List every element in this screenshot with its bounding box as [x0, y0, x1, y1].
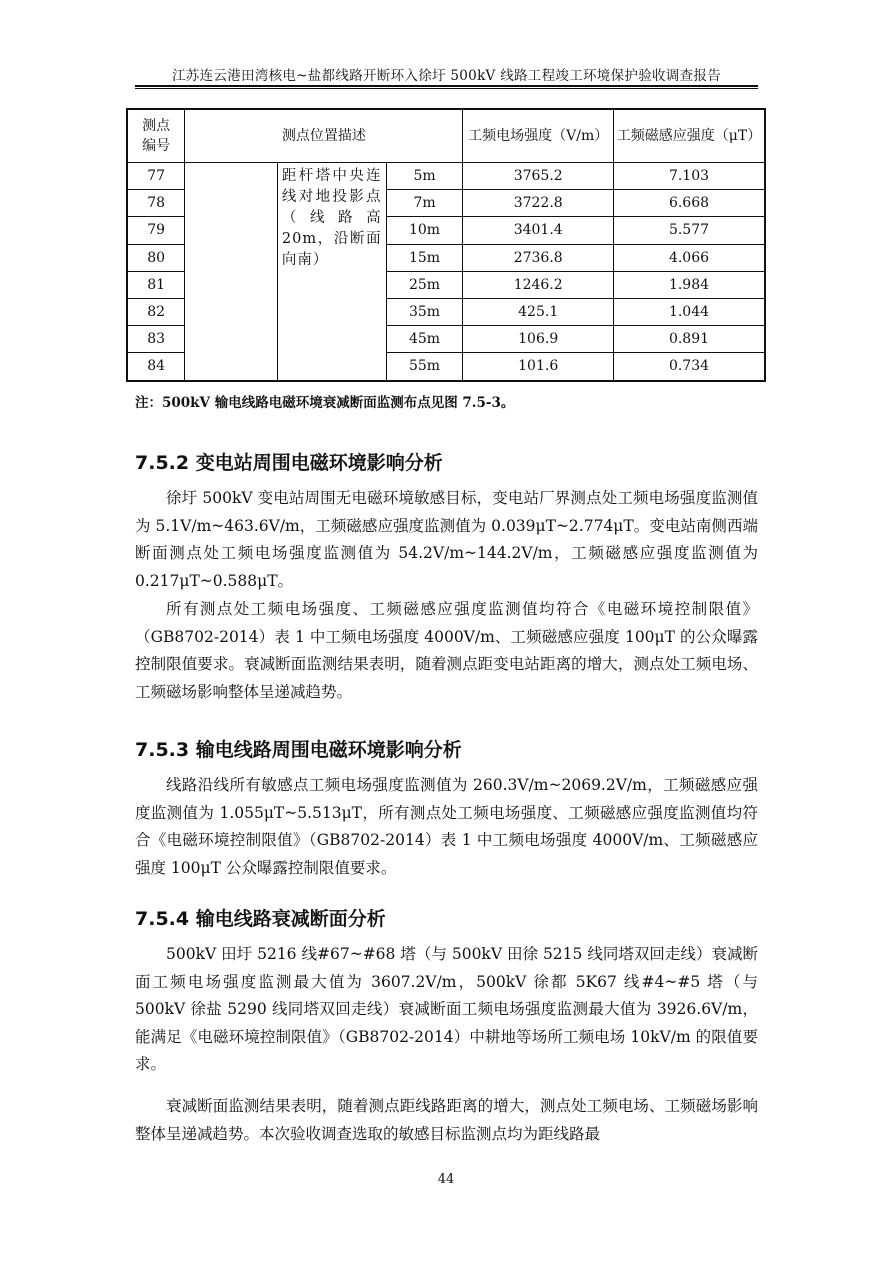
cell-e-field: 3401.4 [463, 217, 614, 244]
table-note: 注：500kV 输电线路电磁环境衰减断面监测布点见图 7.5-3。 [135, 395, 515, 411]
cell-b-field: 0.891 [613, 326, 765, 353]
paragraph: 所有测点处工频电场强度、工频磁感应强度监测值均符合《电磁环境控制限值》（GB8702-2014）表 1 中工频电场强度 4000V/m、工频磁感应强度 100μT 的公众曝露控制限值要求。衰减断面监测结果表明，随着测点距变电站距离的增大，测点处工频电场、工频磁场影响整体呈递减趋势。 [135, 600, 758, 701]
header-rule-thin [135, 88, 758, 89]
cell-b-field: 6.668 [613, 190, 765, 217]
cell-point-id: 78 [127, 190, 185, 217]
col-header-e-field: 工频电场强度（V/m） [463, 109, 614, 163]
cell-e-field: 2736.8 [463, 244, 614, 271]
table-header-row [127, 109, 765, 163]
col-header-b-field: 工频磁感应强度（μT） [613, 109, 765, 163]
cell-point-id: 77 [127, 163, 185, 190]
cell-position-description: 距杆塔中央连线对地投影点（线路高 20m，沿断面向南） [277, 163, 386, 381]
cell-e-field: 425.1 [463, 298, 614, 325]
section-title-7-5-4: 7.5.4 输电线路衰减断面分析 [135, 908, 386, 930]
cell-point-id: 83 [127, 326, 185, 353]
cell-point-id: 84 [127, 353, 185, 381]
table-row [127, 163, 765, 190]
cell-b-field: 0.734 [613, 353, 765, 381]
section-title-7-5-2: 7.5.2 变电站周围电磁环境影响分析 [135, 452, 443, 474]
cell-e-field: 3722.8 [463, 190, 614, 217]
cell-distance: 15m [386, 244, 463, 271]
paragraph: 线路沿线所有敏感点工频电场强度监测值为 260.3V/m~2069.2V/m，工频磁感应强度监测值为 1.055μT~5.513μT，所有测点处工频电场强度、工频磁感应强度监测值均符合《电磁环境控制限值》（GB8702-2014）表 1 中工频电场强度 4000V/m、工频磁感应强度 100μT 公众曝露控制限值要求。 [135, 776, 758, 877]
cell-distance: 55m [386, 353, 463, 381]
cell-e-field: 3765.2 [463, 163, 614, 190]
cell-e-field: 1246.2 [463, 271, 614, 298]
page-number: 44 [437, 1172, 455, 1187]
cell-distance: 45m [386, 326, 463, 353]
cell-e-field: 101.6 [463, 353, 614, 381]
cell-distance: 7m [386, 190, 463, 217]
cell-desc-blank [185, 163, 278, 381]
section-title-7-5-3: 7.5.3 输电线路周围电磁环境影响分析 [135, 739, 462, 761]
cell-point-id: 79 [127, 217, 185, 244]
header-rule [135, 85, 758, 87]
cell-point-id: 81 [127, 271, 185, 298]
cell-b-field: 5.577 [613, 217, 765, 244]
cell-distance: 5m [386, 163, 463, 190]
cell-distance: 35m [386, 298, 463, 325]
paragraph: 衰减断面监测结果表明，随着测点距线路距离的增大，测点处工频电场、工频磁场影响整体呈递减趋势。本次验收调查选取的敏感目标监测点均为距线路最 [135, 1097, 758, 1143]
paragraph: 500kV 田圩 5216 线#67~#68 塔（与 500kV 田徐 5215 线同塔双回走线）衰减断面工频电场强度监测最大值为 3607.2V/m，500kV 徐都 5K67 线#4~#5 塔（与 500kV 徐盐 5290 线同塔双回走线）衰减断面工频电场强度监测最大值为 3926.6V/m，能满足《电磁环境控制限值》（GB8702-2014）中耕地等场所工频电场 10kV/m 的限值要求。 [135, 945, 758, 1074]
paragraph: 徐圩 500kV 变电站周围无电磁环境敏感目标，变电站厂界测点处工频电场强度监测值为 5.1V/m~463.6V/m，工频磁感应强度监测值为 0.039μT~2.774μT。变电站南侧西端断面测点处工频电场强度监测值为 54.2V/m~144.2V/m，工频磁感应强度监测值为 0.217μT~0.588μT。 [135, 489, 758, 590]
cell-distance: 25m [386, 271, 463, 298]
cell-b-field: 4.066 [613, 244, 765, 271]
cell-point-id: 80 [127, 244, 185, 271]
col-header-desc: 测点位置描述 [185, 109, 463, 163]
cell-distance: 10m [386, 217, 463, 244]
cell-b-field: 1.044 [613, 298, 765, 325]
cell-e-field: 106.9 [463, 326, 614, 353]
cell-b-field: 1.984 [613, 271, 765, 298]
page-header: 江苏连云港田湾核电~盐都线路开断环入徐圩 500kV 线路工程竣工环境保护验收调查报告 [172, 68, 721, 84]
cell-b-field: 7.103 [613, 163, 765, 190]
monitoring-table [126, 108, 766, 382]
cell-point-id: 82 [127, 298, 185, 325]
col-header-id: 测点 编号 [127, 109, 185, 163]
